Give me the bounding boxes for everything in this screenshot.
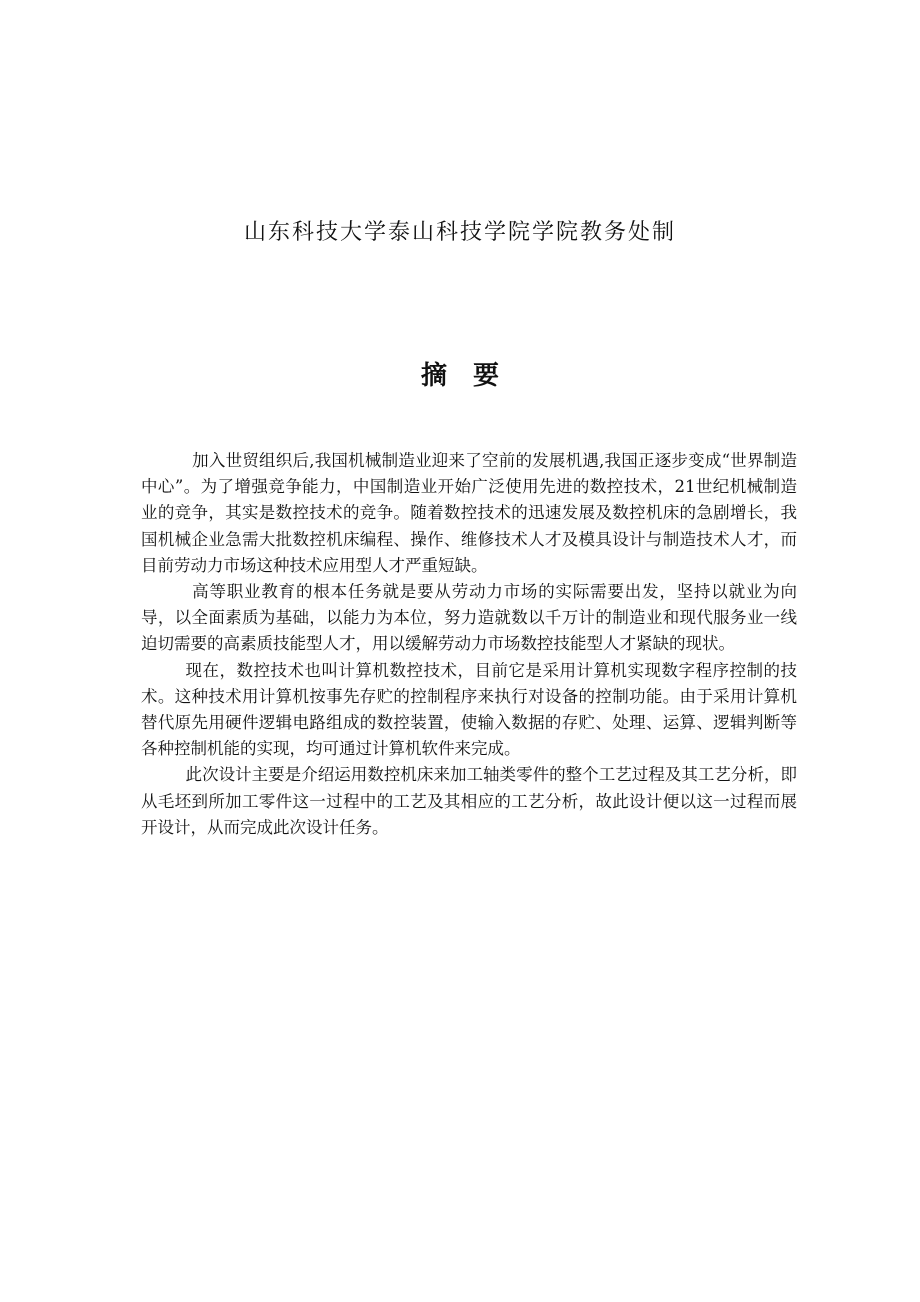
abstract-paragraph-3: 现在，数控技术也叫计算机数控技术，目前它是采用计算机实现数字程序控制的技术。这种技术用计算机按事先存贮的控制程序来执行对设备的控制功能。由于采用计算机替代原先用硬件逻辑电路组成的数控装置，使输入数据的存贮、处理、运算、逻辑判断等各种控制机能的实现，均可通过计算机软件来完成。 — [141, 660, 797, 759]
abstract-body — [141, 448, 797, 841]
abstract-paragraph-2: 高等职业教育的根本任务就是要从劳动力市场的实际需要出发，坚持以就业为向导，以全面素质为基础，以能力为本位，努力造就数以千万计的制造业和现代服务业一线迫切需要的高素质技能型人才，用以缓解劳动力市场数控技能型人才紧缺的现状。 — [141, 582, 797, 654]
institution-line: 山东科技大学泰山科技学院学院教务处制 — [243, 220, 676, 245]
abstract-paragraph-1: 加入世贸组织后,我国机械制造业迎来了空前的发展机遇,我国正逐步变成“世界制造中心”。为了增强竞争能力，中国制造业开始广泛使用先进的数控技术，21世纪机械制造业的竞争，其实是数控技术的竞争。随着数控技术的迅速发展及数控机床的急剧增长，我国机械企业急需大批数控机床编程、操作、维修技术人才及模具设计与制造技术人才，而目前劳动力市场这种技术应用型人才严重短缺。 — [141, 451, 797, 575]
abstract-paragraph-4: 此次设计主要是介绍运用数控机床来加工轴类零件的整个工艺过程及其工艺分析，即从毛坯到所加工零件这一过程中的工艺及其相应的工艺分析，故此设计便以这一过程而展开设计，从而完成此次设计任务。 — [141, 765, 797, 837]
abstract-title: 摘要 — [420, 361, 525, 391]
